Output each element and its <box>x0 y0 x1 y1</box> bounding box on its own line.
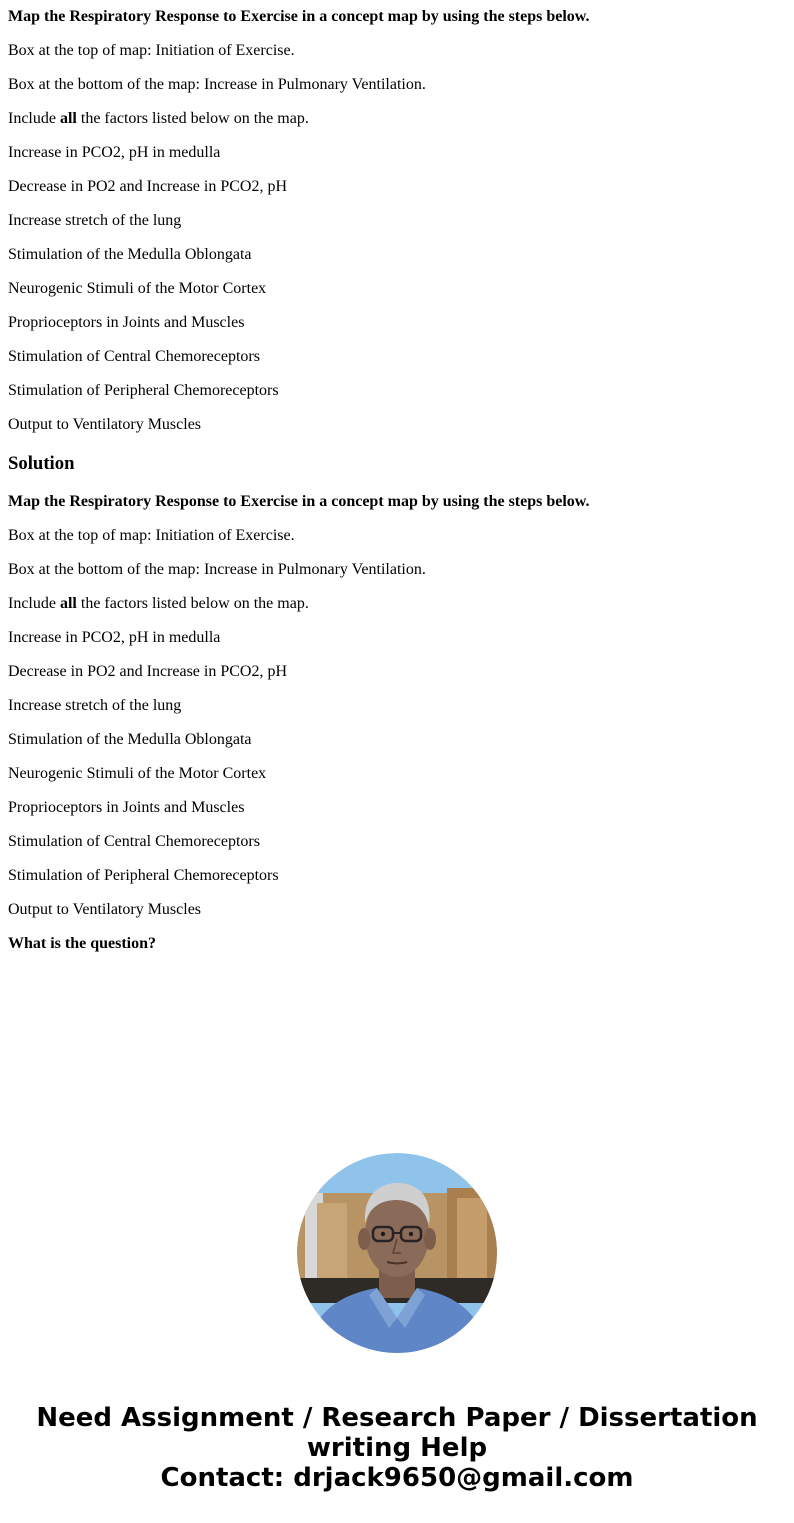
author-avatar <box>297 1153 497 1353</box>
question-include-instruction <box>8 110 309 128</box>
solution-factor: Stimulation of Peripheral Chemoreceptors <box>8 867 279 884</box>
include-emphasis: all <box>59 595 77 612</box>
question-title: Map the Respiratory Response to Exercise in a concept map by using the steps below. <box>8 8 590 25</box>
solution-factor: Neurogenic Stimuli of the Motor Cortex <box>8 765 267 782</box>
solution-closing-question: What is the question? <box>8 935 157 952</box>
include-emphasis: all <box>59 110 77 127</box>
solution-heading: Solution <box>8 453 75 474</box>
include-suffix: the factors listed below on the map. <box>76 110 309 127</box>
include-prefix: Include <box>8 595 60 612</box>
include-suffix: the factors listed below on the map. <box>76 595 309 612</box>
solution-factor: Increase stretch of the lung <box>8 697 182 714</box>
solution-title: Map the Respiratory Response to Exercise in a concept map by using the steps below. <box>8 493 590 510</box>
solution-step: Box at the top of map: Initiation of Exercise. <box>8 527 295 544</box>
question-factor: Neurogenic Stimuli of the Motor Cortex <box>8 280 267 297</box>
question-factor: Stimulation of the Medulla Oblongata <box>8 246 252 263</box>
solution-factor: Increase in PCO2, pH in medulla <box>8 629 221 646</box>
question-factor: Proprioceptors in Joints and Muscles <box>8 314 245 331</box>
include-prefix: Include <box>8 110 60 127</box>
promo-contact: Contact: drjack9650@gmail.com <box>160 1463 634 1493</box>
question-factor: Increase in PCO2, pH in medulla <box>8 144 221 161</box>
solution-factor: Stimulation of Central Chemoreceptors <box>8 833 260 850</box>
question-factor: Stimulation of Central Chemoreceptors <box>8 348 260 365</box>
author-portrait-icon <box>297 1153 497 1353</box>
question-factor: Increase stretch of the lung <box>8 212 182 229</box>
promo-banner <box>0 1403 794 1493</box>
question-factor: Stimulation of Peripheral Chemoreceptors <box>8 382 279 399</box>
question-factor: Output to Ventilatory Muscles <box>8 416 202 433</box>
question-step: Box at the bottom of the map: Increase in Pulmonary Ventilation. <box>8 76 426 93</box>
solution-factor: Proprioceptors in Joints and Muscles <box>8 799 245 816</box>
solution-factor: Output to Ventilatory Muscles <box>8 901 202 918</box>
solution-factor: Stimulation of the Medulla Oblongata <box>8 731 252 748</box>
question-step: Box at the top of map: Initiation of Exercise. <box>8 42 295 59</box>
solution-factor: Decrease in PO2 and Increase in PCO2, pH <box>8 663 288 680</box>
solution-include-instruction <box>8 595 309 613</box>
promo-line: writing Help <box>306 1433 488 1463</box>
question-factor: Decrease in PO2 and Increase in PCO2, pH <box>8 178 288 195</box>
promo-line: Need Assignment / Research Paper / Dissertation <box>36 1403 758 1433</box>
solution-step: Box at the bottom of the map: Increase in Pulmonary Ventilation. <box>8 561 426 578</box>
